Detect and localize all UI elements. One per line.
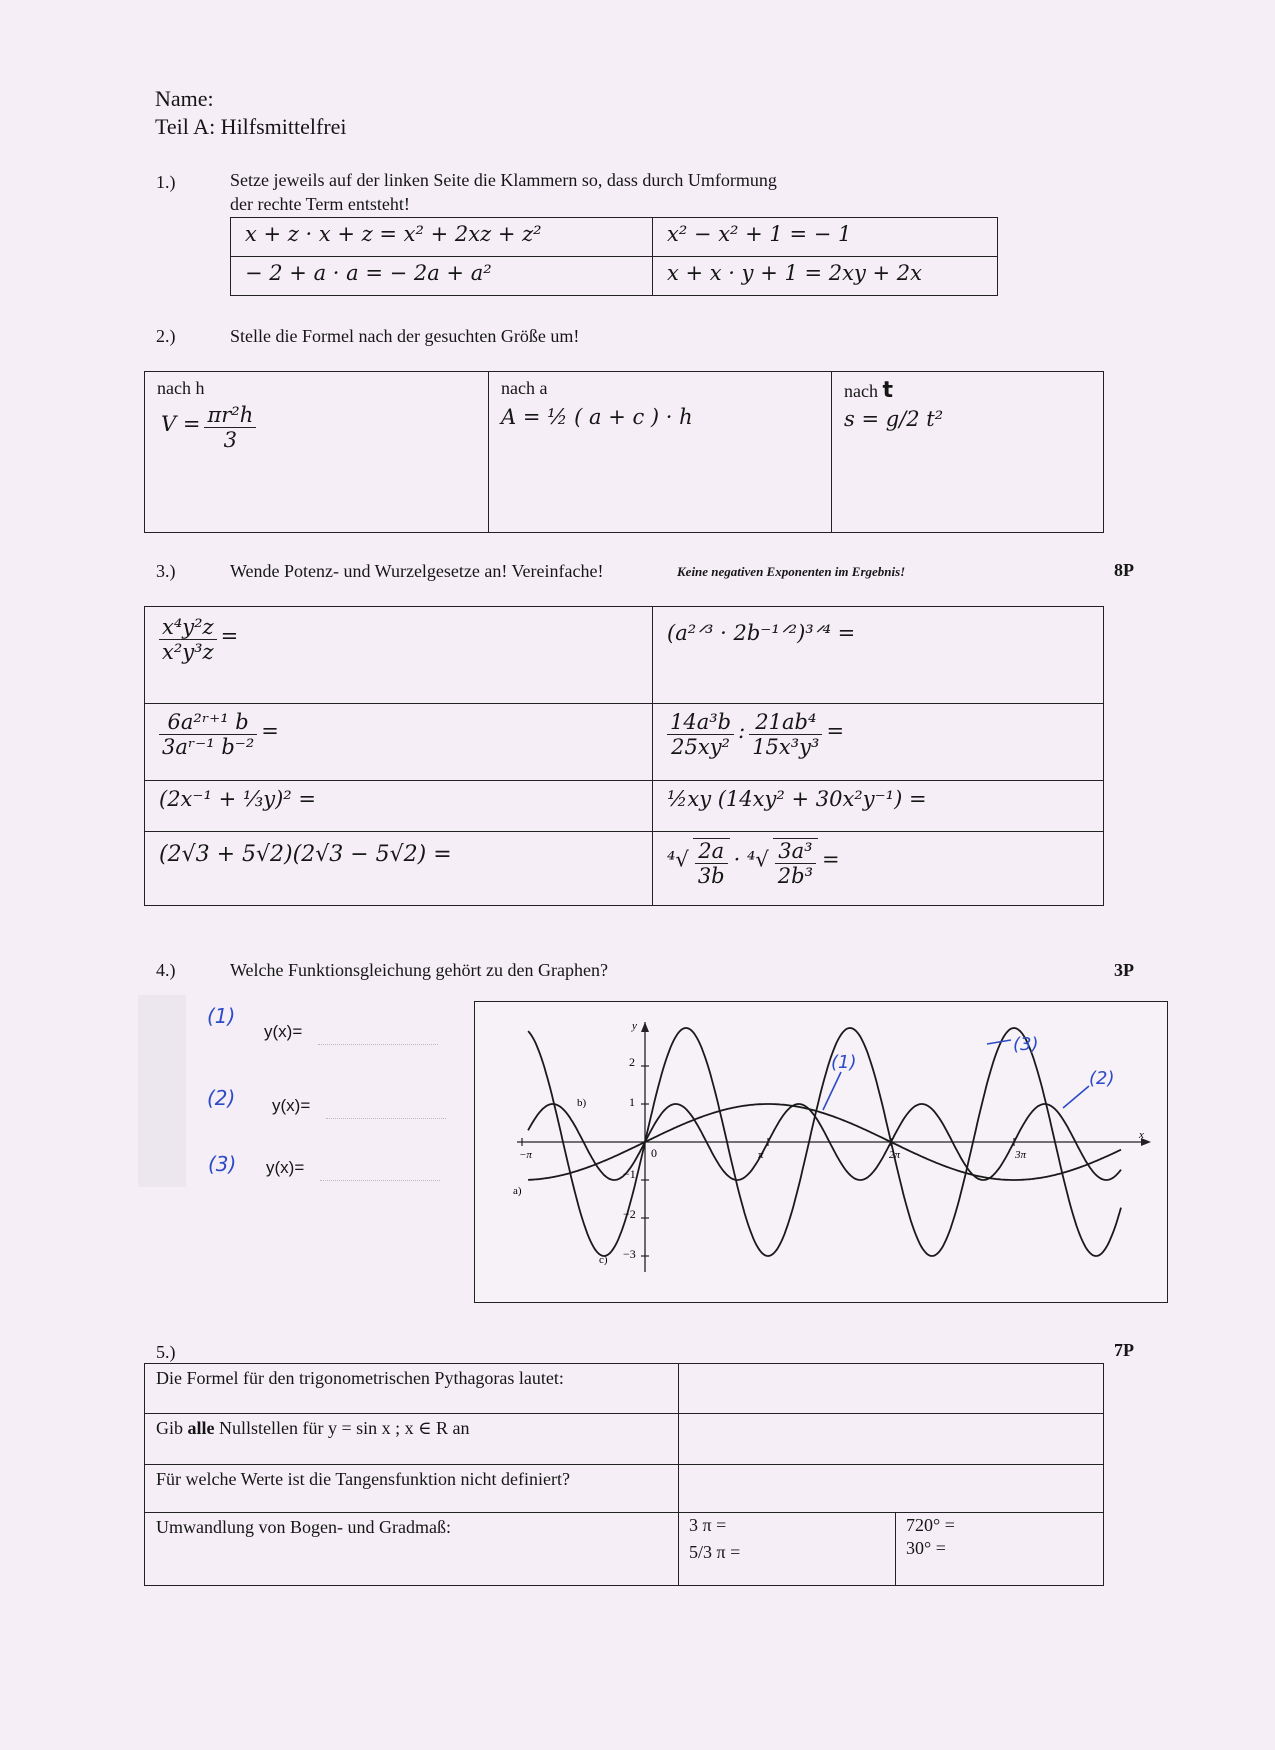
q3-root-fraction <box>693 838 730 888</box>
q3-number: 3.) <box>156 561 176 581</box>
q4-points: 3P <box>1114 960 1134 980</box>
q3-cell <box>145 832 653 906</box>
q5-question: Gib <box>156 1418 188 1438</box>
q3-points: 8P <box>1114 560 1134 580</box>
q3-numerator: 3a³ <box>775 839 816 864</box>
q5-question-cell <box>145 1513 679 1586</box>
q5-conversion: 3 π = <box>689 1515 727 1535</box>
q1-cell <box>231 257 653 296</box>
answer-label: y(x)= <box>272 1096 311 1115</box>
q3-denominator: 3b <box>697 864 725 888</box>
q5-answer-cell[interactable] <box>679 1364 1104 1414</box>
xtick-label: 2π <box>889 1149 901 1161</box>
answer-field[interactable] <box>326 1088 446 1119</box>
q3-denominator: x²y³z <box>162 640 214 664</box>
xtick-label: 3π <box>1015 1149 1027 1161</box>
q3-text: Wende Potenz- und Wurzelgesetze an! Vereinfache! <box>230 561 604 581</box>
q5-table <box>144 1363 1104 1586</box>
q5-conversion: 720° = <box>906 1515 955 1535</box>
answer-tag: (1) <box>207 1004 236 1028</box>
q3-numerator: 21ab⁴ <box>749 710 822 735</box>
q2-label: nach a <box>501 378 548 398</box>
ytick-label: −3 <box>623 1247 636 1261</box>
q2-cell-a <box>489 372 832 533</box>
q5-question: Für welche Werte ist die Tangensfunktion nicht definiert? <box>156 1469 571 1489</box>
q3-fraction <box>749 710 822 759</box>
q1-cell <box>231 218 653 257</box>
hand-label-2: (2) <box>1089 1068 1115 1089</box>
hand-pointer-3 <box>987 1040 1011 1044</box>
hand-pointer-2 <box>1063 1086 1089 1108</box>
curve-label-c: c) <box>599 1254 608 1266</box>
q3-equals: = <box>261 719 279 744</box>
q5-conversion: 5/3 π = <box>689 1542 741 1562</box>
curve-label-a: a) <box>513 1185 522 1197</box>
q3-equals: = <box>822 847 840 872</box>
q2-formula: s = g/2 t² <box>844 407 944 431</box>
q1-term: x² − x² + 1 = − 1 <box>667 222 852 246</box>
q3-table <box>144 606 1104 906</box>
x-axis-label: x <box>1139 1129 1144 1141</box>
q3-numerator: 2a <box>695 839 728 864</box>
y-axis-arrow <box>641 1022 649 1032</box>
answer-label: y(x)= <box>266 1158 305 1177</box>
q3-numerator: 14a³b <box>667 710 734 735</box>
q5-answer-cell[interactable] <box>679 1465 1104 1513</box>
answer-label: y(x)= <box>264 1022 303 1041</box>
q3-cell <box>145 607 653 704</box>
q2-handwritten-t: t <box>882 378 894 403</box>
q3-term: ½xy (14xy² + 30x²y⁻¹) = <box>667 787 927 811</box>
ytick-label: −1 <box>623 1167 636 1181</box>
graph-box <box>474 1001 1168 1303</box>
q5-points: 7P <box>1114 1340 1134 1360</box>
q3-term: (2x⁻¹ + ⅓y)² = <box>159 787 316 811</box>
q2-cell-h <box>145 372 489 533</box>
q3-equals: = <box>826 719 845 744</box>
q2-label: nach h <box>157 378 205 398</box>
q2-denominator: 3 <box>223 428 238 452</box>
q1-text-line2: der rechte Term entsteht! <box>230 194 410 214</box>
answer-tag: (2) <box>207 1086 236 1110</box>
scan-shade <box>138 995 186 1187</box>
q5-question: Umwandlung von Bogen- und Gradmaß: <box>156 1517 451 1537</box>
q3-cell <box>145 781 653 832</box>
xtick-label: −π <box>519 1149 532 1161</box>
q2-text: Stelle die Formel nach der gesuchten Größe um! <box>230 326 580 346</box>
q5-number: 5.) <box>156 1342 176 1362</box>
q5-conversion-cell[interactable] <box>679 1513 896 1586</box>
q3-root-fraction <box>773 838 818 888</box>
answer-field[interactable] <box>320 1150 440 1181</box>
q1-cell <box>653 218 998 257</box>
q3-denominator: 25xy² <box>671 735 730 759</box>
ytick-label: 1 <box>629 1095 635 1109</box>
q3-cell: $\frac{\text{14a³b}}{\text{25xy²}}$ : $\frac{\text{21ab⁴}}{\text{15x³y³}}$ = <box>653 704 1104 781</box>
q3-denominator: 2b³ <box>777 864 814 888</box>
q3-cell <box>653 781 1104 832</box>
q3-fraction <box>159 615 217 664</box>
ytick-label: 2 <box>629 1055 635 1069</box>
q3-fraction <box>667 710 734 759</box>
q2-table <box>144 371 1104 533</box>
q1-number: 1.) <box>156 172 176 192</box>
q3-fraction <box>159 710 257 759</box>
answer-tag: (3) <box>208 1152 237 1176</box>
q1-term: − 2 + a · a = − 2a + a² <box>245 261 492 285</box>
q2-lhs: V = <box>161 412 201 437</box>
q5-answer-cell[interactable] <box>679 1414 1104 1465</box>
name-label: Name: <box>155 86 214 111</box>
q2-label: nach <box>844 381 878 401</box>
q5-question-cell <box>145 1364 679 1414</box>
q4-text: Welche Funktionsgleichung gehört zu den Graphen? <box>230 960 608 980</box>
q3-cell: ⁴√ $\frac{2a}{3b}$ · ⁴√ $\frac{\text{3a³}}{\text{2b³}}$ = <box>653 832 1104 906</box>
q5-conversion: 30° = <box>906 1538 946 1558</box>
curve-label-b: b) <box>577 1097 587 1109</box>
q3-term: (2√3 + 5√2)(2√3 − 5√2) = <box>159 842 452 867</box>
q5-question-cell <box>145 1465 679 1513</box>
q3-cell <box>653 607 1104 704</box>
q1-cell <box>653 257 998 296</box>
graph-canvas <box>475 1002 1167 1302</box>
q3-denominator: 3aʳ⁻¹ b⁻² <box>162 735 255 759</box>
q3-term: (a²ᐟ³ · 2b⁻¹ᐟ²)³ᐟ⁴ = <box>667 621 856 645</box>
q5-question-emphasis: alle <box>187 1418 215 1438</box>
q2-fraction <box>204 403 256 452</box>
ytick-label: −2 <box>623 1207 636 1221</box>
hand-label-1: (1) <box>831 1052 857 1073</box>
q2-formula: A = ½ ( a + c ) · h <box>501 405 693 429</box>
q1-term: x + z · x + z = x² + 2xz + z² <box>245 222 542 246</box>
q3-note: Keine negativen Exponenten im Ergebnis! <box>677 564 906 579</box>
origin-label: 0 <box>651 1146 657 1160</box>
q2-cell-t <box>832 372 1104 533</box>
q3-cell <box>145 704 653 781</box>
q5-conversion-cell[interactable] <box>896 1513 1104 1586</box>
q1-text-line1: Setze jeweils auf der linken Seite die Klammern so, dass durch Umformung <box>230 170 777 190</box>
hand-label-3: (3) <box>1013 1034 1039 1055</box>
xtick-label: π <box>758 1149 764 1161</box>
q3-denominator: 15x³y³ <box>752 735 820 759</box>
part-title: Teil A: Hilfsmittelfrei <box>155 114 347 139</box>
q5-question: Die Formel für den trigonometrischen Pythagoras lautet: <box>156 1368 564 1388</box>
q3-numerator: 6a²ʳ⁺¹ b <box>159 710 257 735</box>
y-axis-label: y <box>632 1020 637 1032</box>
q1-table <box>230 217 998 296</box>
answer-field[interactable] <box>318 1014 438 1045</box>
q3-numerator: x⁴y²z <box>159 615 217 640</box>
q1-term: x + x · y + 1 = 2xy + 2x <box>667 261 922 285</box>
q3-equals: = <box>220 624 239 649</box>
q5-question-cell <box>145 1414 679 1465</box>
q2-numerator: πr²h <box>204 403 256 428</box>
hand-pointer-1 <box>823 1072 841 1110</box>
q4-number: 4.) <box>156 960 176 980</box>
q5-question: Nullstellen für y = sin x ; x ∈ R an <box>214 1418 470 1438</box>
q2-number: 2.) <box>156 326 176 346</box>
